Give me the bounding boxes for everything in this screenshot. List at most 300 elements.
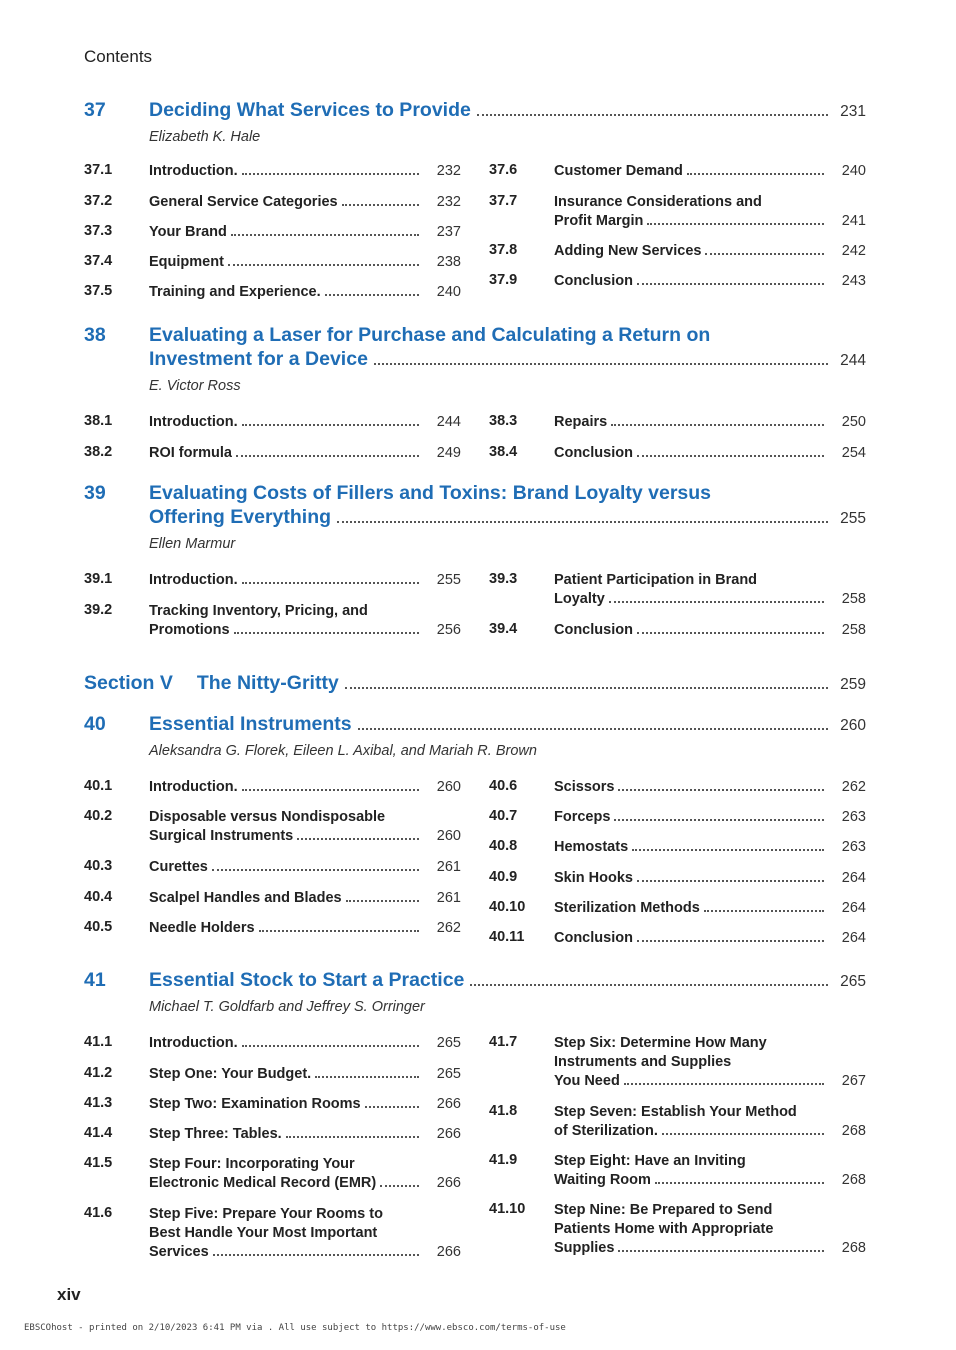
- toc-entry[interactable]: [84, 162, 461, 181]
- entry-title: Patients Home with Appropriate: [554, 1221, 774, 1237]
- chapter-heading[interactable]: [84, 98, 866, 124]
- dot-leader: [374, 363, 828, 365]
- entry-line: [554, 1171, 866, 1190]
- entry-title: Step One: Your Budget.: [149, 1066, 312, 1082]
- chapter-title-text: Evaluating a Laser for Purchase and Calculating a Return on: [149, 324, 711, 346]
- entry-line: [149, 778, 461, 797]
- entry-line: [149, 1155, 461, 1174]
- entry-line: [554, 869, 866, 888]
- entry-page: 263: [841, 839, 866, 855]
- entry-line: [554, 929, 866, 948]
- toc-entry[interactable]: [489, 162, 866, 181]
- entry-body: [149, 1205, 461, 1262]
- entry-title: Step Five: Prepare Your Rooms to: [149, 1206, 383, 1222]
- entry-line: [149, 444, 461, 463]
- entry-line: [554, 1034, 866, 1053]
- entry-line: [554, 1220, 866, 1239]
- entry-line: [554, 413, 866, 432]
- chapter-title-text: Evaluating Costs of Fillers and Toxins: Brand Loyalty versus: [149, 482, 712, 504]
- entry-line: [554, 808, 866, 827]
- entry-line: [554, 571, 866, 590]
- chapter-38: [84, 323, 866, 461]
- entry-title: Conclusion: [554, 622, 633, 638]
- dot-leader: [609, 601, 824, 603]
- chapter-title-text: Essential Stock to Start a Practice: [149, 969, 465, 991]
- entry-body: [554, 242, 866, 261]
- toc-entry[interactable]: [489, 272, 866, 291]
- entry-line: [149, 919, 461, 938]
- dot-leader: [687, 173, 824, 175]
- entry-line: [554, 193, 866, 212]
- entry-body: [554, 1152, 866, 1190]
- entry-line: [554, 621, 866, 640]
- entry-body: [554, 1034, 866, 1091]
- toc-entry[interactable]: [84, 1065, 461, 1084]
- dot-leader: [637, 940, 824, 942]
- entry-number: 41.2: [84, 1065, 113, 1081]
- dot-leader: [228, 264, 419, 266]
- entry-page: 243: [841, 273, 866, 289]
- chapter-title-text: Essential Instruments: [149, 713, 352, 735]
- dot-leader: [259, 930, 419, 932]
- toc-entry[interactable]: [84, 1205, 461, 1262]
- toc-entry[interactable]: [489, 929, 866, 948]
- toc-entry[interactable]: [84, 253, 461, 272]
- entry-body: [554, 1201, 866, 1258]
- chapter-heading[interactable]: [84, 323, 866, 373]
- entry-title: Surgical Instruments: [149, 828, 294, 844]
- entry-title: Profit Margin: [554, 213, 644, 229]
- running-head: Contents: [84, 47, 153, 66]
- chapter-page: 244: [840, 352, 866, 369]
- entry-title: Electronic Medical Record (EMR): [149, 1175, 377, 1191]
- entry-page: 238: [436, 254, 461, 270]
- chapter-title: [149, 98, 866, 124]
- toc-entry[interactable]: [489, 1201, 866, 1258]
- entry-line: [554, 444, 866, 463]
- entry-line: [149, 223, 461, 242]
- entry-page: 240: [436, 284, 461, 300]
- entry-body: [554, 1103, 866, 1141]
- chapter-authors: Aleksandra G. Florek, Eileen L. Axibal, and Mariah R. Brown: [149, 743, 537, 759]
- entry-line: [149, 1034, 461, 1053]
- entry-number: 41.10: [489, 1201, 526, 1217]
- entry-title: of Sterilization.: [554, 1123, 658, 1139]
- toc-entry[interactable]: [489, 1152, 866, 1190]
- dot-leader: [337, 521, 828, 523]
- chapter-title-line: [149, 505, 866, 531]
- entry-page: 263: [841, 809, 866, 825]
- entry-body: [149, 919, 461, 938]
- entry-line: [149, 253, 461, 272]
- chapter-number: 39: [84, 482, 106, 504]
- toc-entry[interactable]: [489, 1034, 866, 1091]
- footer-notice: EBSCOhost - printed on 2/10/2023 6:41 PM via . All use subject to https://www.ebsco.com/terms-of-use: [24, 1323, 566, 1333]
- toc-entry[interactable]: [84, 1125, 461, 1144]
- toc-entry[interactable]: [489, 621, 866, 640]
- chapter-39: [84, 481, 866, 638]
- dot-leader: [231, 234, 419, 236]
- chapter-title-line: [149, 712, 866, 738]
- entry-line: [149, 1065, 461, 1084]
- entry-body: [149, 808, 461, 846]
- chapter-title-text: Investment for a Device: [149, 348, 368, 370]
- toc-entry[interactable]: [489, 242, 866, 261]
- entry-line: [149, 1224, 461, 1243]
- chapter-authors: Michael T. Goldfarb and Jeffrey S. Orringer: [149, 999, 425, 1015]
- dot-leader: [637, 632, 824, 634]
- entry-title: Curettes: [149, 859, 208, 875]
- toc-entry[interactable]: [84, 1034, 461, 1053]
- entry-page: 266: [436, 1126, 461, 1142]
- toc-entry[interactable]: [84, 1095, 461, 1114]
- dot-leader: [637, 455, 824, 457]
- entry-number: 40.7: [489, 808, 518, 824]
- entry-number: 40.2: [84, 808, 113, 824]
- entry-line: [149, 1174, 461, 1193]
- entry-body: [149, 571, 461, 590]
- dot-leader: [346, 900, 419, 902]
- entry-title: Loyalty: [554, 591, 605, 607]
- dot-leader: [342, 204, 419, 206]
- entry-line: [554, 1053, 866, 1072]
- chapter-37: [84, 98, 866, 300]
- entry-title: Instruments and Supplies: [554, 1054, 732, 1070]
- entry-title: Introduction.: [149, 163, 238, 179]
- entry-title: Step Eight: Have an Inviting: [554, 1153, 746, 1169]
- dot-leader: [705, 253, 824, 255]
- chapter-title: [149, 712, 866, 738]
- toc-entry[interactable]: [84, 889, 461, 908]
- entry-line: [554, 1239, 866, 1258]
- toc-entry[interactable]: [84, 858, 461, 877]
- section-page: 259: [840, 676, 866, 693]
- entry-line: [149, 1205, 461, 1224]
- entry-number: 41.4: [84, 1125, 113, 1141]
- entry-page: 261: [436, 890, 461, 906]
- entry-title: Step Two: Examination Rooms: [149, 1096, 361, 1112]
- toc-entry[interactable]: [84, 444, 461, 463]
- toc-entry[interactable]: [84, 808, 461, 846]
- entry-title: Scissors: [554, 779, 615, 795]
- entry-body: [554, 272, 866, 291]
- toc-entry[interactable]: [84, 778, 461, 797]
- chapter-41: [84, 968, 866, 1260]
- chapter-title-text: Offering Everything: [149, 506, 332, 528]
- entry-number: 38.4: [489, 444, 518, 460]
- toc-entry[interactable]: [489, 193, 866, 231]
- entry-number: 41.5: [84, 1155, 113, 1171]
- entry-title: Conclusion: [554, 930, 633, 946]
- section-title: The Nitty-Gritty: [196, 672, 339, 694]
- entry-page: 262: [841, 779, 866, 795]
- chapter-heading[interactable]: [84, 968, 866, 994]
- entry-body: [149, 1034, 461, 1053]
- chapter-number: 40: [84, 713, 106, 735]
- entry-body: [149, 1065, 461, 1084]
- entry-line: [149, 1243, 461, 1262]
- entry-title: Conclusion: [554, 445, 633, 461]
- entry-title: Supplies: [554, 1240, 615, 1256]
- chapter-title-line: [149, 481, 866, 505]
- entry-page: 266: [436, 1096, 461, 1112]
- toc-entry[interactable]: [489, 808, 866, 827]
- toc-entry[interactable]: [84, 571, 461, 590]
- entry-number: 38.3: [489, 413, 518, 429]
- entry-page: 258: [841, 622, 866, 638]
- entry-page: 232: [436, 194, 461, 210]
- entry-number: 38.1: [84, 413, 113, 429]
- entry-body: [554, 444, 866, 463]
- entry-number: 37.8: [489, 242, 518, 258]
- dot-leader: [655, 1182, 824, 1184]
- entry-page: 268: [841, 1172, 866, 1188]
- entry-number: 40.8: [489, 838, 518, 854]
- dot-leader: [380, 1185, 419, 1187]
- chapter-number: 37: [84, 99, 106, 121]
- entry-title: Skin Hooks: [554, 870, 633, 886]
- entry-page: 240: [841, 163, 866, 179]
- toc-entry[interactable]: [84, 602, 461, 640]
- entry-title: Step Three: Tables.: [149, 1126, 282, 1142]
- entry-title: Step Seven: Establish Your Method: [554, 1104, 797, 1120]
- entry-page: 264: [841, 930, 866, 946]
- entry-page: 241: [841, 213, 866, 229]
- entry-page: 255: [436, 572, 461, 588]
- chapter-authors: Ellen Marmur: [149, 536, 236, 552]
- entry-line: [149, 413, 461, 432]
- chapter-title-line: [149, 968, 866, 994]
- entry-page: 264: [841, 870, 866, 886]
- toc-entry[interactable]: [84, 193, 461, 212]
- dot-leader: [637, 880, 824, 882]
- entry-number: 41.9: [489, 1152, 518, 1168]
- entry-body: [554, 193, 866, 231]
- dot-leader: [286, 1136, 419, 1138]
- dot-leader: [662, 1133, 824, 1135]
- entry-number: 37.3: [84, 223, 113, 239]
- entry-body: [149, 1155, 461, 1193]
- entry-title: Conclusion: [554, 273, 633, 289]
- toc-entry[interactable]: [84, 413, 461, 432]
- entry-page: 264: [841, 900, 866, 916]
- dot-leader: [637, 283, 824, 285]
- entry-page: 265: [436, 1066, 461, 1082]
- entry-body: [149, 889, 461, 908]
- chapter-title-text: Deciding What Services to Provide: [149, 99, 471, 121]
- chapter-title: [149, 481, 866, 531]
- entry-page: 267: [841, 1073, 866, 1089]
- entry-title: Customer Demand: [554, 163, 683, 179]
- entry-page: 250: [841, 414, 866, 430]
- entry-body: [554, 808, 866, 827]
- section-v-heading[interactable]: [84, 672, 866, 695]
- chapter-authors: E. Victor Ross: [149, 378, 241, 394]
- entry-page: 266: [436, 1244, 461, 1260]
- entry-body: [149, 602, 461, 640]
- entry-title: Insurance Considerations and: [554, 194, 762, 210]
- entry-title: Services: [149, 1244, 209, 1260]
- entry-title: Introduction.: [149, 572, 238, 588]
- entry-line: [149, 808, 461, 827]
- entry-line: [554, 162, 866, 181]
- chapter-heading[interactable]: [84, 481, 866, 531]
- entry-number: 40.1: [84, 778, 113, 794]
- entry-title: Equipment: [149, 254, 224, 270]
- dot-leader: [242, 173, 419, 175]
- section-label: Section V: [84, 672, 173, 694]
- entry-number: 37.9: [489, 272, 518, 288]
- entry-title: Adding New Services: [554, 243, 702, 259]
- chapter-title-line: [149, 347, 866, 373]
- toc-entry[interactable]: [489, 838, 866, 857]
- dot-leader: [242, 789, 419, 791]
- dot-leader: [611, 424, 824, 426]
- entry-title: Patient Participation in Brand: [554, 572, 758, 588]
- chapter-page: 265: [840, 973, 866, 990]
- dot-leader: [618, 1250, 824, 1252]
- entry-number: 37.6: [489, 162, 518, 178]
- entry-body: [149, 778, 461, 797]
- entry-page: 266: [436, 1175, 461, 1191]
- entry-title: Introduction.: [149, 414, 238, 430]
- toc-entry[interactable]: [84, 223, 461, 242]
- entry-title: Repairs: [554, 414, 608, 430]
- entry-page: 260: [436, 779, 461, 795]
- entry-line: [149, 827, 461, 846]
- entry-page: 249: [436, 445, 461, 461]
- entry-page: 268: [841, 1240, 866, 1256]
- entry-line: [554, 1152, 866, 1171]
- entry-page: 268: [841, 1123, 866, 1139]
- dot-leader: [365, 1106, 419, 1108]
- toc-entry[interactable]: [489, 571, 866, 609]
- entry-title: Training and Experience.: [149, 284, 321, 300]
- entry-title: ROI formula: [149, 445, 232, 461]
- entry-body: [149, 253, 461, 272]
- entry-number: 39.2: [84, 602, 113, 618]
- entry-number: 41.3: [84, 1095, 113, 1111]
- entry-title: Promotions: [149, 622, 230, 638]
- entry-line: [149, 283, 461, 302]
- entry-page: 265: [436, 1035, 461, 1051]
- dot-leader: [242, 1045, 419, 1047]
- entry-line: [149, 162, 461, 181]
- entry-line: [554, 1103, 866, 1122]
- dot-leader: [358, 728, 828, 730]
- entry-number: 39.4: [489, 621, 518, 637]
- dot-leader: [470, 984, 828, 986]
- dot-leader: [297, 838, 419, 840]
- dot-leader: [212, 869, 419, 871]
- chapter-number: 38: [84, 324, 106, 346]
- entry-line: [149, 621, 461, 640]
- entry-title: Tracking Inventory, Pricing, and: [149, 603, 368, 619]
- entry-body: [554, 162, 866, 181]
- entry-body: [149, 162, 461, 181]
- entry-body: [554, 778, 866, 797]
- entry-line: [149, 602, 461, 621]
- entry-page: 232: [436, 163, 461, 179]
- entry-line: [554, 778, 866, 797]
- entry-title: You Need: [554, 1073, 620, 1089]
- toc-entry[interactable]: [84, 1155, 461, 1193]
- entry-body: [149, 413, 461, 432]
- entry-number: 40.5: [84, 919, 113, 935]
- entry-number: 40.10: [489, 899, 526, 915]
- entry-page: 242: [841, 243, 866, 259]
- entry-number: 40.3: [84, 858, 113, 874]
- toc-entry[interactable]: [489, 869, 866, 888]
- entry-page: 258: [841, 591, 866, 607]
- chapter-title: [149, 323, 866, 373]
- entry-page: 261: [436, 859, 461, 875]
- entry-page: 256: [436, 622, 461, 638]
- entry-body: [554, 929, 866, 948]
- entry-body: [149, 1125, 461, 1144]
- entry-body: [554, 621, 866, 640]
- entry-number: 41.1: [84, 1034, 113, 1050]
- toc-entry[interactable]: [489, 413, 866, 432]
- toc-entry[interactable]: [84, 283, 461, 302]
- entry-title: Scalpel Handles and Blades: [149, 890, 342, 906]
- entry-number: 40.6: [489, 778, 518, 794]
- toc-entry[interactable]: [489, 778, 866, 797]
- toc-entry[interactable]: [489, 444, 866, 463]
- entry-body: [149, 223, 461, 242]
- dot-leader: [624, 1083, 824, 1085]
- entry-body: [554, 869, 866, 888]
- entry-title: Introduction.: [149, 1035, 238, 1051]
- entry-number: 38.2: [84, 444, 113, 460]
- entry-line: [554, 1201, 866, 1220]
- entry-title: Step Six: Determine How Many: [554, 1035, 767, 1051]
- entry-title: Your Brand: [149, 224, 227, 240]
- chapter-title: [149, 968, 866, 994]
- entry-line: [149, 571, 461, 590]
- dot-leader: [242, 424, 419, 426]
- entry-number: 39.1: [84, 571, 113, 587]
- dot-leader: [236, 455, 419, 457]
- chapter-title-line: [149, 323, 866, 347]
- entry-line: [554, 242, 866, 261]
- chapter-heading[interactable]: [84, 712, 866, 738]
- entry-line: [554, 590, 866, 609]
- toc-entry[interactable]: [84, 919, 461, 938]
- entry-number: 41.7: [489, 1034, 518, 1050]
- toc-entry[interactable]: [489, 1103, 866, 1141]
- entry-line: [554, 212, 866, 231]
- entry-title: Hemostats: [554, 839, 629, 855]
- entry-title: Needle Holders: [149, 920, 255, 936]
- entry-body: [149, 283, 461, 302]
- entry-number: 37.5: [84, 283, 113, 299]
- entry-line: [149, 889, 461, 908]
- entry-page: 244: [436, 414, 461, 430]
- entry-number: 37.2: [84, 193, 113, 209]
- dot-leader: [647, 223, 824, 225]
- dot-leader: [477, 114, 828, 116]
- toc-entry[interactable]: [489, 899, 866, 918]
- entry-number: 40.9: [489, 869, 518, 885]
- entry-number: 37.7: [489, 193, 518, 209]
- dot-leader: [345, 687, 828, 689]
- entry-body: [554, 838, 866, 857]
- chapter-number: 41: [84, 969, 106, 991]
- dot-leader: [632, 849, 824, 851]
- chapter-page: 231: [840, 103, 866, 120]
- entry-title: Best Handle Your Most Important: [149, 1225, 378, 1241]
